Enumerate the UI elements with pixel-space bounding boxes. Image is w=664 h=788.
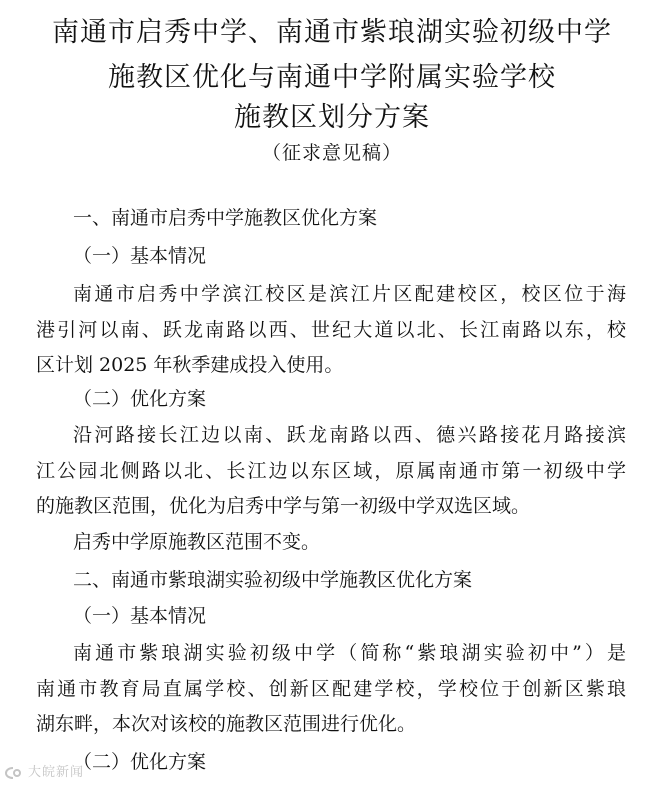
document-title-line-2: 施教区优化与南通中学附属实验学校	[108, 62, 556, 93]
document-title-line-1: 南通市启秀中学、南通市紫琅湖实验初级中学	[52, 17, 612, 48]
paragraph-line: 启秀中学原施教区范围不变。	[73, 531, 321, 553]
subsection-heading: （二）优化方案	[73, 388, 207, 410]
watermark	[4, 762, 94, 784]
watermark-logo-icon	[4, 766, 22, 780]
document-subtitle: （征求意见稿）	[261, 142, 402, 164]
section-heading-1: 一、南通市启秀中学施教区优化方案	[73, 207, 378, 229]
subsection-heading: （二）优化方案	[73, 751, 207, 773]
paragraph-line: 沿河路接长江边以南、跃龙南路以西、德兴路接花月路接滨	[73, 424, 626, 446]
watermark-text: 大皖新闻	[28, 765, 85, 780]
subsection-heading: （一）基本情况	[73, 605, 207, 627]
paragraph-line: 港引河以南、跃龙南路以西、世纪大道以北、长江南路以东，校	[36, 319, 626, 341]
paragraph-line: 的施教区范围，优化为启秀中学与第一初级中学双选区域。	[36, 495, 531, 517]
document-title-line-3: 施教区划分方案	[234, 102, 430, 133]
paragraph-line: 南通市教育局直属学校、创新区配建学校，学校位于创新区紫琅	[36, 678, 626, 700]
paragraph-line: 江公园北侧路以北、长江边以东区域，原属南通市第一初级中学	[36, 460, 626, 482]
paragraph-line: 南通市启秀中学滨江校区是滨江片区配建校区，校区位于海	[73, 283, 626, 305]
paragraph-line: 南通市紫琅湖实验初级中学（简称“紫琅湖实验初中”）是	[73, 642, 626, 664]
paragraph-line: 湖东畔，本次对该校的施教区范围进行优化。	[36, 713, 417, 735]
section-heading-2: 二、南通市紫琅湖实验初级中学施教区优化方案	[73, 569, 473, 591]
paragraph-line: 区计划 2025 年秋季建成投入使用。	[36, 354, 344, 376]
subsection-heading: （一）基本情况	[73, 245, 207, 267]
